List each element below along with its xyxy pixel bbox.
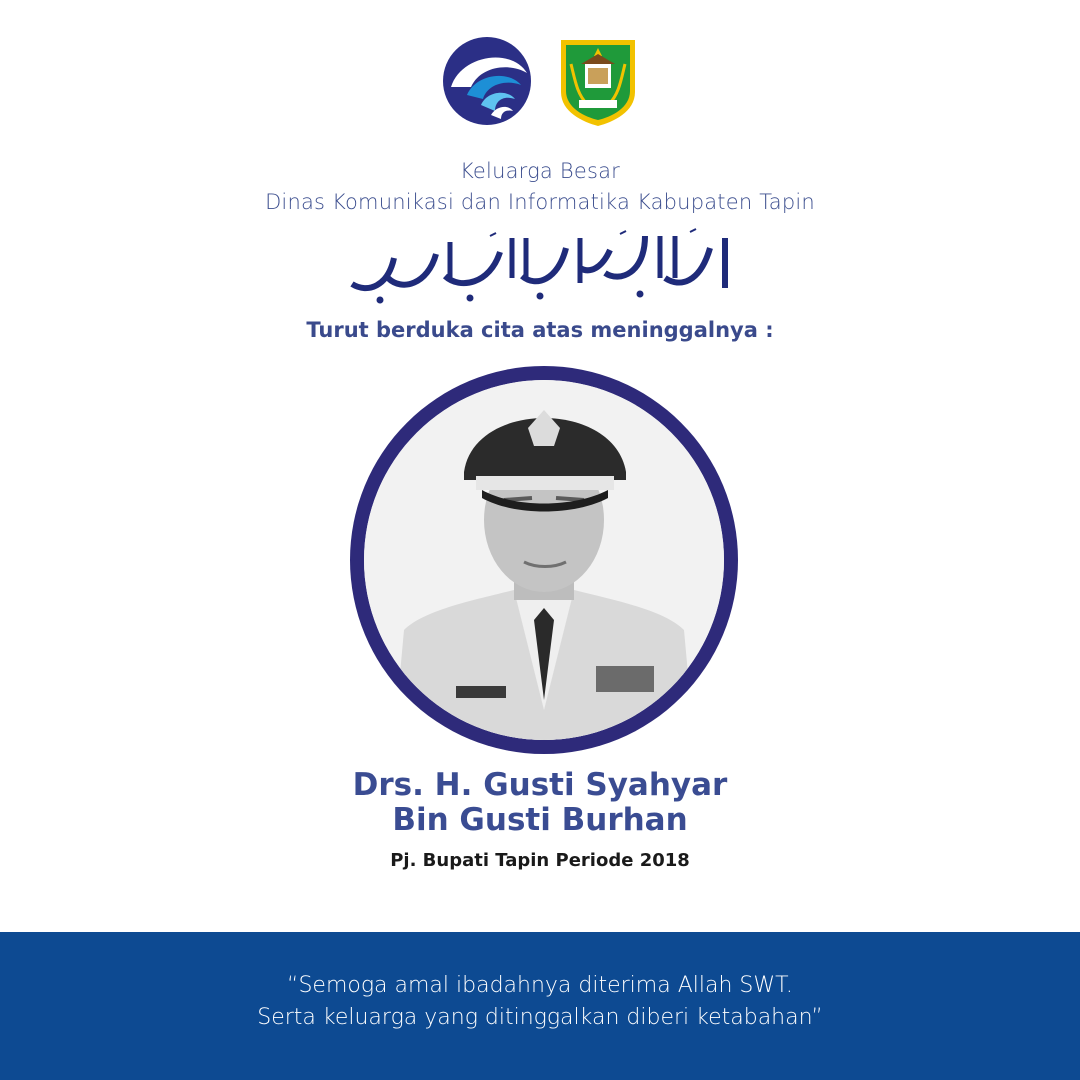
portrait-frame [350, 366, 738, 754]
organization-header [0, 156, 1080, 218]
deceased-name [0, 768, 1080, 838]
name-line-1: Drs. H. Gusti Syahyar [352, 767, 728, 803]
portrait-photo [364, 380, 724, 740]
kabupaten-tapin-emblem [557, 34, 639, 128]
prayer-line-1: “Semoga amal ibadahnya diterima Allah SWT. [287, 973, 793, 998]
family-label: Keluarga Besar [460, 159, 620, 183]
kominfo-logo [441, 35, 533, 127]
deceased-position: Pj. Bupati Tapin Periode 2018 [390, 850, 690, 871]
name-line-2: Bin Gusti Burhan [392, 802, 688, 838]
logo-row [0, 34, 1080, 128]
prayer-line-2: Serta keluarga yang ditinggalkan diberi ketabahan” [257, 1005, 823, 1030]
organization-name: Dinas Komunikasi dan Informatika Kabupaten Tapin [265, 190, 815, 214]
arabic-calligraphy [340, 228, 740, 310]
footer-banner [0, 932, 1080, 1080]
prayer-text [0, 970, 1080, 1034]
condolence-statement: Turut berduka cita atas meninggalnya : [306, 318, 774, 342]
